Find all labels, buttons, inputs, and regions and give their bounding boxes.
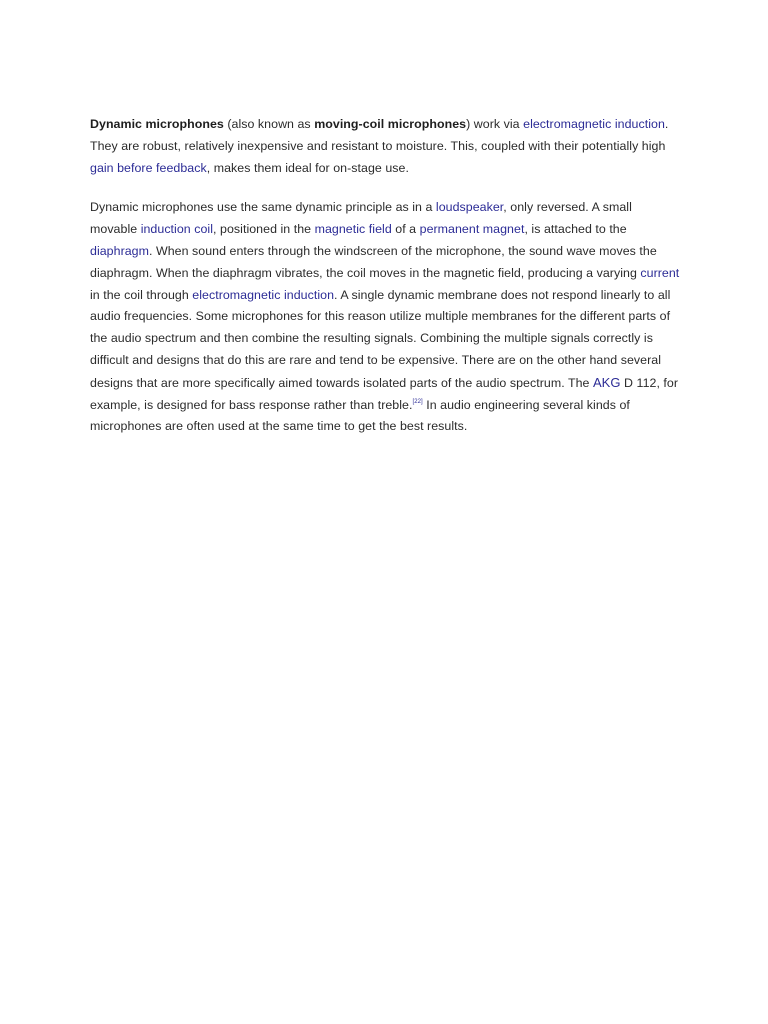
text-segment: of a [391, 222, 420, 237]
text-segment: (also known as [223, 117, 315, 131]
paragraph-intro [90, 114, 680, 179]
link-magnetic-field[interactable]: magnetic field [314, 222, 392, 237]
link-diaphragm[interactable]: diaphragm [90, 243, 149, 258]
link-electromagnetic-induction[interactable]: electromagnetic induction [523, 117, 665, 131]
text-segment: , positioned in the [213, 222, 315, 237]
link-permanent-magnet[interactable]: permanent magnet [419, 222, 525, 237]
link-induction-coil[interactable]: induction coil [140, 222, 214, 237]
text-segment: , is attached to the [524, 222, 627, 237]
citation-reference[interactable]: [22] [412, 398, 423, 405]
link-akg[interactable]: AKG [592, 374, 621, 390]
text-segment: Dynamic microphones use the same dynamic principle as in a [90, 200, 436, 215]
text-segment: , makes them ideal for on-stage use. [206, 160, 409, 175]
text-segment: . When sound enters through the windscreen of the microphone, the sound wave moves the diaphragm. When the diaphragm vibrates, the coil moves in the magnetic field, producing a varying [90, 243, 657, 280]
link-electromagnetic-induction-2[interactable]: electromagnetic induction [192, 287, 335, 302]
term-dynamic-microphones: Dynamic microphones [90, 117, 224, 131]
article-body [90, 114, 680, 456]
link-gain-before-feedback[interactable]: gain before feedback [90, 160, 207, 175]
text-segment: D 112, for example, is designed for bass response rather than treble. [90, 375, 679, 412]
text-segment: In audio engineering several kinds of microphones are often used at the same time to get the best results. [90, 397, 630, 434]
paragraph-principle [90, 197, 680, 438]
link-loudspeaker[interactable]: loudspeaker [435, 200, 504, 215]
text-segment: . They are robust, relatively inexpensive and resistant to moisture. This, coupled with their potentially high [90, 117, 669, 153]
text-segment: in the coil through [90, 287, 193, 302]
text-segment: . A single dynamic membrane does not respond linearly to all audio frequencies. Some microphones for this reason utilize multiple membranes for the different parts of the audio spectrum and then combine the resulting signals. Combining the multiple signals correctly is difficult and designs that do this are rare and tend to be expensive. There are on the other hand several designs that are more specifically aimed towards isolated parts of the audio spectrum. The [90, 287, 671, 390]
text-segment: , only reversed. A small movable [90, 200, 632, 237]
term-moving-coil-microphones: moving-coil microphones [314, 117, 467, 131]
text-segment: ) work via [466, 117, 524, 131]
link-current[interactable]: current [640, 265, 680, 280]
